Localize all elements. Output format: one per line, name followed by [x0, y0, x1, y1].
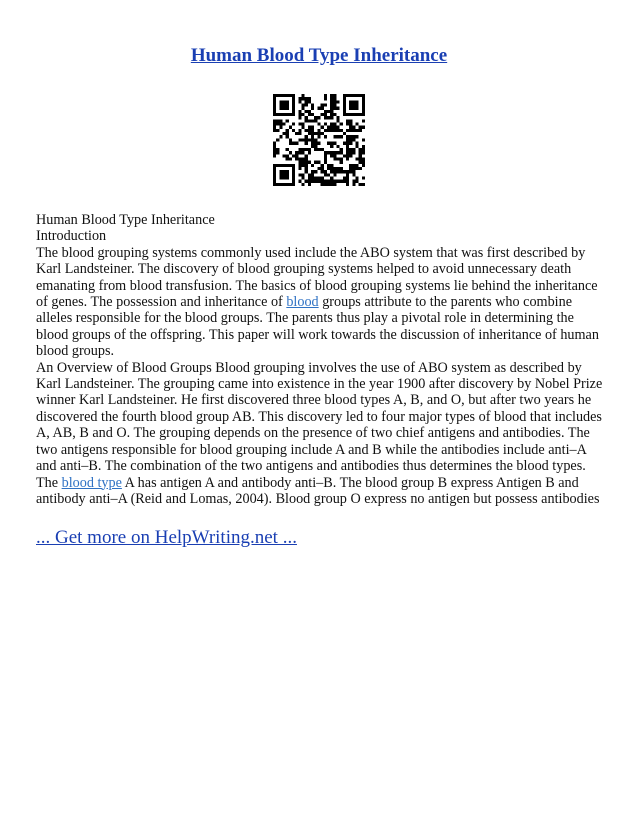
- body-line: [36, 475, 606, 491]
- body-line: Human Blood Type Inheritance: [36, 212, 215, 228]
- body-line: antibody anti–A (Reid and Lomas, 2004). Blood group O express no antigen but possess antibodies: [36, 490, 600, 507]
- body-line: emanating from blood transfusion. The basics of blood grouping systems lie behind the inheritance: [36, 277, 598, 294]
- body-line: two antigens responsible for blood grouping include A and B while the antibodies include anti–A: [36, 441, 587, 458]
- body-line-text: groups attribute to the parents who combine: [318, 294, 573, 311]
- body-line: blood groups.: [36, 343, 115, 360]
- page-title: [0, 44, 638, 68]
- body-line: discovered the fourth blood group AB. This discovery led to four major types of blood that includes: [36, 408, 602, 425]
- body-line-text: The: [36, 474, 62, 491]
- body-line: alleles responsible for the blood groups. The parents thus play a pivotal role in determining the: [36, 310, 574, 327]
- body-line: blood groups of the offspring. This paper will work towards the discussion of inheritance of human: [36, 326, 599, 343]
- body-line: A, AB, B and O. The grouping depends on the presence of two chief antigens and antibodies. The: [36, 425, 590, 442]
- body-line-text: of genes. The possession and inheritance of: [36, 294, 287, 311]
- qr-code: [273, 94, 365, 186]
- body-line: The blood grouping systems commonly used include the ABO system that was first described by: [36, 244, 586, 261]
- body-line: Karl Landsteiner. The discovery of blood grouping systems helped to avoid unnecessary death: [36, 261, 572, 278]
- body-line: Karl Landsteiner. The grouping came into existence in the year 1900 after discovery by Nobel Prize: [36, 376, 603, 393]
- body-line: Introduction: [36, 228, 107, 245]
- get-more-link[interactable]: ... Get more on HelpWriting.net ...: [36, 527, 297, 548]
- title-link[interactable]: Human Blood Type Inheritance: [190, 45, 448, 66]
- body-line: winner Karl Landsteiner. He first discovered three blood types A, B, and O, but after two years he: [36, 392, 592, 409]
- body-line-text: A has antigen A and antibody anti–B. The blood group B express Antigen B and: [121, 474, 579, 491]
- body-line: An Overview of Blood Groups Blood grouping involves the use of ABO system as described by: [36, 359, 582, 376]
- body-line: [36, 294, 606, 310]
- article-body: [36, 212, 606, 507]
- inline-link[interactable]: blood: [286, 294, 319, 311]
- inline-link[interactable]: blood type: [61, 474, 122, 491]
- body-line: and anti–B. The combination of the two antigens and antibodies thus determines the blood types.: [36, 458, 586, 475]
